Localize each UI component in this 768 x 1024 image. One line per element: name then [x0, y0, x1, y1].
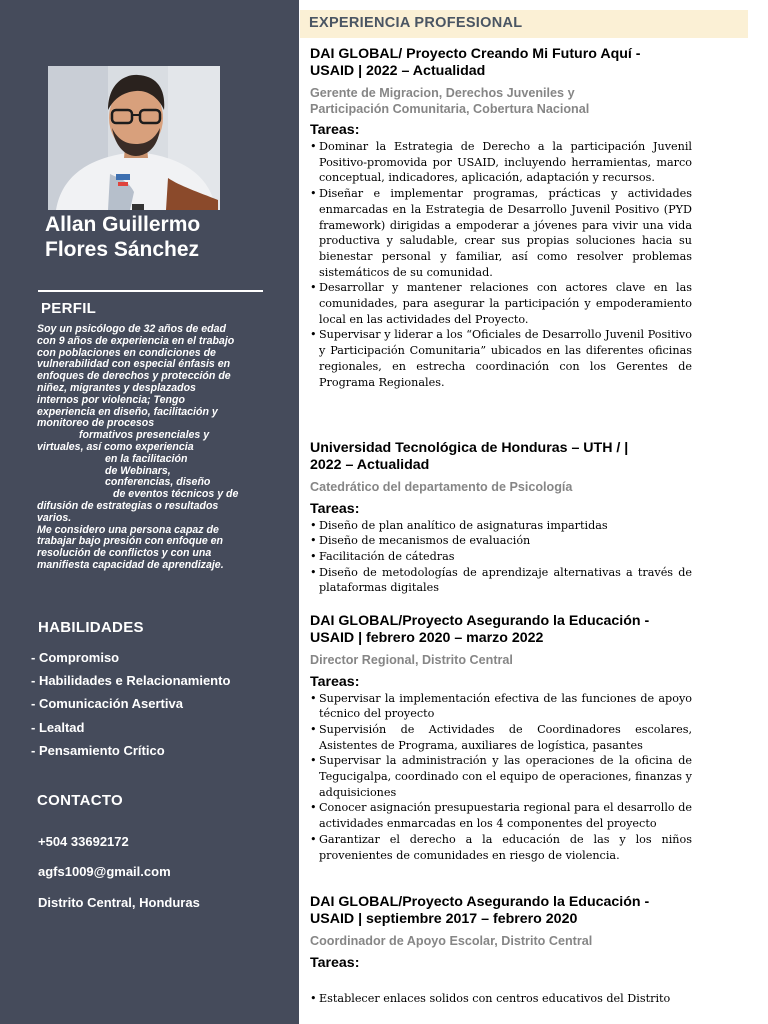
candidate-name — [45, 212, 285, 262]
section-header-band — [300, 10, 748, 38]
job-role — [310, 480, 692, 496]
job-title — [310, 894, 692, 928]
task-item: • Supervisión de Actividades de Coordinadores escolares, Asistentes de Programa, auxiliares de logística, pasantes — [310, 722, 692, 753]
contact-location: Distrito Central, Honduras — [38, 895, 200, 910]
profile-line: Soy un psicólogo de 32 años de edad — [37, 323, 226, 335]
job-title-line: USAID | febrero 2020 – marzo 2022 — [310, 630, 544, 646]
profile-line: monitoreo de procesos — [37, 417, 155, 430]
name-line: Flores Sánchez — [45, 238, 200, 261]
job-entry — [310, 613, 692, 863]
task-item: • Diseñar e implementar programas, prácticas y actividades enmarcadas en la Estrategia de Desarrollo Juvenil Positivo (PYD framework) dirigidas a empoderar a jóvenes para vivir una vida productiva y saludable, crear sus propias soluciones hacia su bienestar personal y familiar, así como resolver problemas sistemáticos de su comunidad. — [310, 186, 692, 280]
profile-line: con poblaciones en condiciones de — [37, 346, 216, 359]
tasks-label: Tareas: — [310, 122, 360, 138]
job-entry — [310, 894, 692, 1006]
job-role-line: Participación Comunitaria, Cobertura Nacional — [310, 101, 590, 116]
task-item: • Supervisar y liderar a los “Oficiales de Desarrollo Juvenil Positivo y Participación Comunitaria” ubicados en las diferentes oficinas regionales, en estrecha coordinación con los Gerentes de Programa Regionales. — [310, 327, 692, 390]
profile-line: conferencias, diseño — [105, 476, 211, 489]
profile-line: resolución de conflictos y con una — [37, 547, 212, 560]
profile-line: virtuales, así como experiencia — [37, 440, 194, 453]
profile-line: trabajar bajo presión con enfoque en — [37, 535, 224, 548]
profile-line: experiencia en diseño, facilitación y — [37, 405, 218, 418]
profile-line: con 9 años de experiencia en el trabajo — [37, 334, 235, 347]
task-item: • Desarrollar y mantener relaciones con actores clave en las comunidades, para asegurar la participación y empoderamiento local en las actividades del Proyecto. — [310, 280, 692, 327]
profile-text — [37, 324, 259, 572]
contact-heading: CONTACTO — [37, 792, 124, 809]
profile-line: de eventos técnicos y de — [113, 488, 239, 501]
job-role — [310, 653, 692, 669]
task-item: • Supervisar la implementación efectiva de las funciones de apoyo técnico del proyecto — [310, 691, 692, 722]
job-title-line: DAI GLOBAL/Proyecto Asegurando la Educación - — [310, 894, 650, 910]
job-role — [310, 934, 692, 950]
job-entry — [310, 440, 692, 596]
task-list — [310, 518, 692, 597]
job-title-line: DAI GLOBAL/Proyecto Asegurando la Educación - — [310, 613, 650, 629]
profile-line: vulnerabilidad con especial énfasis en — [37, 358, 231, 371]
profile-line: enfoques de derechos y protección de — [37, 370, 231, 383]
sidebar — [0, 0, 299, 1024]
task-item: • Facilitación de cátedras — [310, 549, 692, 565]
job-title-line: 2022 – Actualidad — [310, 457, 430, 473]
job-title-line: USAID | 2022 – Actualidad — [310, 63, 486, 79]
task-item: • Diseño de mecanismos de evaluación — [310, 533, 692, 549]
tasks-label: Tareas: — [310, 954, 360, 971]
section-title: EXPERIENCIA PROFESIONAL — [309, 15, 523, 31]
job-title-line: Universidad Tecnológica de Honduras – UTH / | — [310, 440, 629, 456]
skill-item: - Pensamiento Crítico — [31, 742, 165, 758]
profile-line: de Webinars, — [105, 464, 171, 477]
task-item: • Conocer asignación presupuestaria regional para el desarrollo de actividades enmarcadas en los 4 componentes del proyecto — [310, 800, 692, 831]
task-list — [310, 139, 692, 390]
profile-line: internos por violencia; Tengo — [37, 393, 185, 406]
profile-line: en la facilitación — [105, 452, 188, 465]
task-item: • Establecer enlaces solidos con centros educativos del Distrito — [310, 991, 692, 1007]
job-title — [310, 46, 692, 80]
name-line: Allan Guillermo — [45, 213, 201, 236]
job-role-line: Coordinador de Apoyo Escolar, Distrito Central — [310, 934, 593, 948]
job-role-line: Gerente de Migracion, Derechos Juveniles y — [310, 86, 575, 100]
job-role-line: Director Regional, Distrito Central — [310, 653, 513, 667]
divider — [38, 290, 263, 292]
task-list — [310, 991, 692, 1007]
skill-item: - Comunicación Asertiva — [31, 696, 183, 712]
task-item: • Supervisar la administración y las operaciones de la oficina de Tegucigalpa, coordinado con el equipo de operaciones, finanzas y adquisiciones — [310, 753, 692, 800]
profile-photo — [48, 66, 220, 210]
profile-line: formativos presenciales y — [79, 429, 210, 442]
skill-item: - Habilidades e Relacionamiento — [31, 673, 231, 689]
profile-line: manifiesta capacidad de aprendizaje. — [37, 558, 224, 571]
profile-line: varios. — [37, 511, 72, 524]
profile-heading: PERFIL — [41, 300, 97, 317]
skills-list — [31, 648, 230, 764]
task-item: • Garantizar el derecho a la educación de las y los niños provenientes de comunidades en riesgo de violencia. — [310, 832, 692, 863]
task-item: • Dominar la Estrategia de Derecho a la participación Juvenil Positivo-promovida por USAID, incluyendo herramientas, marco conceptual, indicadores, aplicación, adaptación y recursos. — [310, 139, 692, 186]
profile-line: difusión de estrategias o resultados — [37, 499, 219, 512]
main-content — [300, 0, 768, 1024]
skills-heading: HABILIDADES — [38, 619, 144, 636]
job-title — [310, 440, 692, 474]
job-title — [310, 613, 692, 647]
profile-line: Me considero una persona capaz de — [37, 523, 219, 536]
job-role — [310, 86, 692, 117]
tasks-label: Tareas: — [310, 500, 360, 517]
task-list — [310, 691, 692, 864]
tasks-label: Tareas: — [310, 673, 360, 690]
task-item: • Diseño de plan analítico de asignaturas impartidas — [310, 518, 692, 534]
profile-line: niñez, migrantes y desplazados — [37, 381, 196, 394]
skill-item: - Lealtad — [31, 719, 85, 735]
job-role-line: Catedrático del departamento de Psicología — [310, 480, 573, 494]
job-entry — [310, 46, 692, 390]
job-title-line: DAI GLOBAL/ Proyecto Creando Mi Futuro Aquí - — [310, 46, 641, 62]
task-item: • Diseño de metodologías de aprendizaje alternativas a través de plataformas digitales — [310, 565, 692, 596]
job-title-line: USAID | septiembre 2017 – febrero 2020 — [310, 911, 578, 927]
contact-email: agfs1009@gmail.com — [38, 864, 171, 879]
skill-item: - Compromiso — [31, 650, 120, 665]
contact-phone: +504 33692172 — [38, 834, 129, 849]
